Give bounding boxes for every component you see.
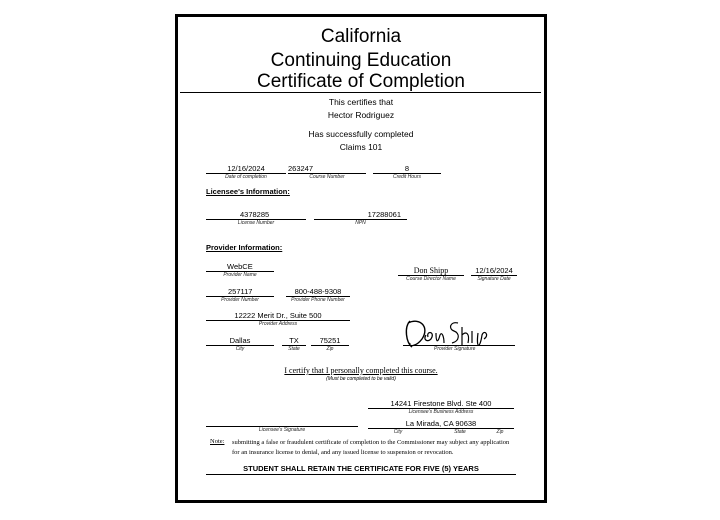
provider-city-label: City bbox=[235, 346, 245, 352]
provider-zip-value: 75251 bbox=[319, 336, 341, 345]
provider-name-value: WebCE bbox=[227, 262, 253, 271]
licensee-business-address-label: Licensee's Business Address bbox=[408, 409, 474, 415]
provider-city-value: Dallas bbox=[229, 336, 251, 345]
licensee-city-label: City bbox=[393, 429, 403, 435]
provider-phone-label: Provider Phone Number bbox=[291, 297, 345, 303]
provider-name-label: Provider Name bbox=[223, 272, 257, 278]
recipient-name: Hector Rodriguez bbox=[327, 110, 395, 120]
provider-address-label: Provider Address bbox=[258, 321, 298, 327]
provider-number-value: 257117 bbox=[228, 287, 253, 296]
npn-label: NPN bbox=[355, 220, 366, 226]
course-director-name-label: Course Director Name bbox=[406, 276, 456, 282]
provider-phone-value: 800-488-9308 bbox=[294, 287, 342, 296]
licensee-signature-label: Licensee's Signature bbox=[258, 427, 306, 433]
date-of-completion-label: Date of completion bbox=[225, 174, 267, 180]
provider-signature-label: Provider Signature bbox=[434, 346, 476, 352]
npn-value: 17288061 bbox=[367, 210, 401, 219]
course-number-label: Course Number bbox=[309, 174, 345, 180]
note-text: submitting a false or fraudulent certificate of completion to the Commissioner may subject any application for an insurance license to denial, and any issued license to suspension or revocation. bbox=[232, 439, 510, 456]
provider-heading: Provider Information: bbox=[206, 243, 283, 252]
credit-hours-label: Credit Hours bbox=[392, 174, 422, 180]
note-label: Note: bbox=[210, 438, 225, 445]
title-california: California bbox=[320, 26, 402, 47]
course-director-name-value: Don Shipp bbox=[413, 266, 449, 275]
certify-note: (Must be completed to be valid) bbox=[326, 376, 396, 382]
course-title: Claims 101 bbox=[339, 142, 383, 152]
licensee-city-state-zip-value: La Mirada, CA 90638 bbox=[405, 419, 477, 428]
signature-date-label: Signature Date bbox=[477, 276, 511, 282]
license-number-label: License Number bbox=[237, 220, 275, 226]
title-divider bbox=[180, 92, 541, 93]
licensee-business-address-value: 14241 Firestone Blvd. Ste 400 bbox=[390, 399, 492, 408]
certify-statement: I certify that I personally completed this course. bbox=[284, 366, 438, 375]
retain-statement: STUDENT SHALL RETAIN THE CERTIFICATE FOR FIVE (5) YEARS bbox=[243, 464, 479, 473]
licensee-zip-label: Zip bbox=[496, 429, 504, 435]
provider-address-value: 12222 Merit Dr., Suite 500 bbox=[234, 311, 322, 320]
licensee-heading: Licensee's Information: bbox=[206, 187, 290, 196]
retain-underline bbox=[206, 474, 516, 475]
certifies-text: This certifies that bbox=[328, 97, 394, 107]
provider-state-label: State bbox=[288, 346, 300, 352]
completed-text: Has successfully completed bbox=[308, 129, 414, 139]
title-certificate-of-completion: Certificate of Completion bbox=[256, 71, 466, 92]
provider-zip-label: Zip bbox=[326, 346, 334, 352]
title-continuing-education: Continuing Education bbox=[270, 50, 452, 71]
date-of-completion-value: 12/16/2024 bbox=[227, 164, 265, 173]
course-number-value: 263247 bbox=[288, 164, 314, 173]
signature-date-value: 12/16/2024 bbox=[475, 266, 513, 275]
licensee-state-label: State bbox=[454, 429, 466, 435]
provider-state-value: TX bbox=[289, 336, 299, 345]
certificate-frame bbox=[175, 14, 547, 503]
license-number-value: 4378285 bbox=[240, 210, 270, 219]
credit-hours-value: 8 bbox=[404, 164, 410, 173]
provider-number-label: Provider Number bbox=[221, 297, 259, 303]
